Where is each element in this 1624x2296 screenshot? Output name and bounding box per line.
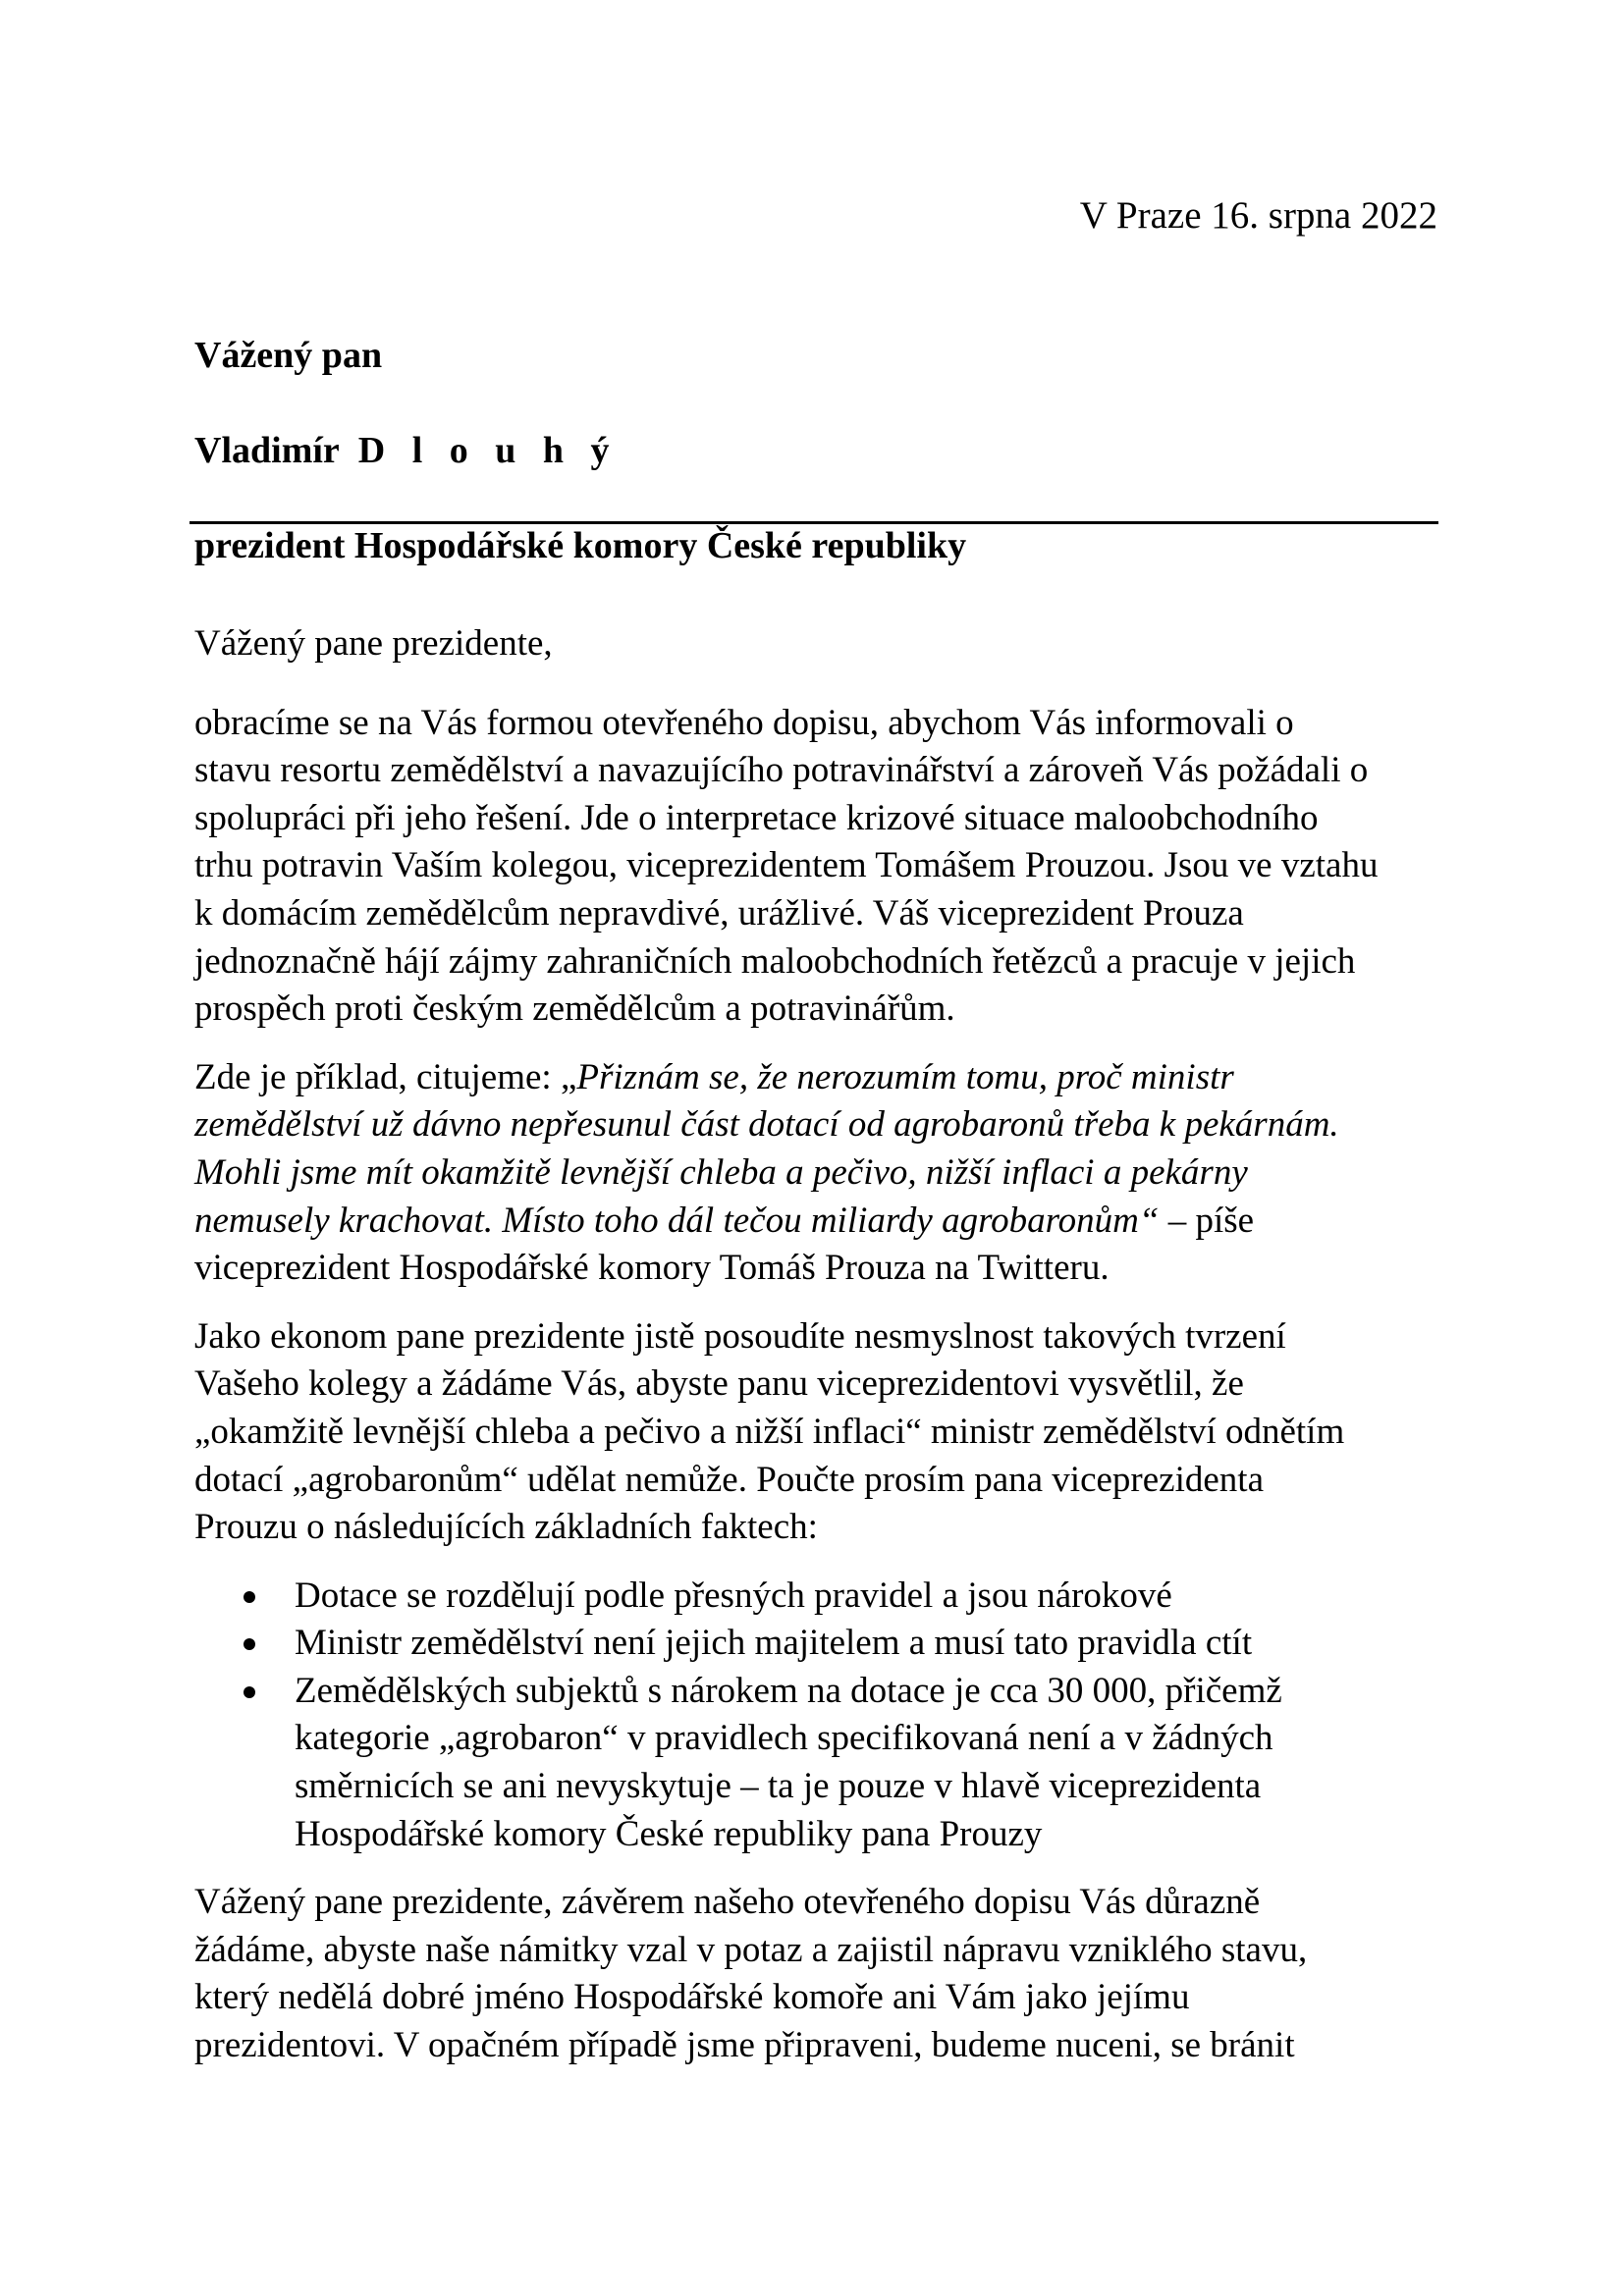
paragraph-line: viceprezident Hospodářské komory Tomáš Prouza na Twitteru. xyxy=(194,1248,1110,1289)
header-divider xyxy=(189,521,1438,524)
list-item-text: Hospodářské komory České republiky pana Prouzy xyxy=(295,1813,1043,1854)
addressee-first-name: Vladimír xyxy=(194,430,340,471)
paragraph-line: Prouzu o následujících základních faktech: xyxy=(194,1507,818,1548)
paragraph-line: Vážený pane prezidente, závěrem našeho otevřeného dopisu Vás důrazně xyxy=(194,1882,1261,1923)
list-item-text: směrnicích se ani nevyskytuje – ta je pouze v hlavě viceprezidenta xyxy=(295,1766,1262,1807)
list-item xyxy=(194,1620,1461,1668)
paragraph-line: spolupráci při jeho řešení. Jde o interpretace krizové situace maloobchodního xyxy=(194,797,1319,838)
bullet-icon xyxy=(244,1686,255,1698)
paragraph-2 xyxy=(194,1054,1461,1293)
paragraph-line: stavu resortu zemědělství a navazujícího potravinářství a zároveň Vás požádali o xyxy=(194,750,1369,791)
paragraph-line: prezidentovi. V opačném případě jsme připraveni, budeme nuceni, se bránit xyxy=(194,2025,1295,2066)
addressee-name xyxy=(194,427,966,474)
addressee-greeting: Vážený pan xyxy=(194,335,383,376)
paragraph-line: žádáme, abyste naše námitky vzal v potaz a zajistil nápravu vzniklého stavu, xyxy=(194,1929,1308,1970)
paragraph-line: Vašeho kolegy a žádáme Vás, abyste panu viceprezidentovi vysvětlil, že xyxy=(194,1363,1244,1405)
paragraph-line: jednoznačně hájí zájmy zahraničních maloobchodních řetězců a pracuje v jejich xyxy=(194,940,1356,982)
quote-intro: Zde je příklad, citujeme: „ xyxy=(194,1056,577,1097)
addressee-block xyxy=(194,332,966,569)
list-item-text: Dotace se rozdělují podle přesných pravidel a jsou nárokové xyxy=(295,1575,1172,1616)
bullet-icon xyxy=(244,1638,255,1650)
paragraph-line: trhu potravin Vaším kolegou, viceprezidentem Tomášem Prouzou. Jsou ve vztahu xyxy=(194,845,1379,886)
addressee-surname: D l o u h ý xyxy=(357,430,619,471)
paragraph-line: k domácím zemědělcům nepravdivé, urážlivé. Váš viceprezident Prouza xyxy=(194,892,1244,934)
quote-text: Přiznám se, že nerozumím tomu, proč ministr xyxy=(576,1056,1234,1097)
quote-text: Mohli jsme mít okamžitě levnější chleba a pečivo, nižší inflaci a pekárny xyxy=(194,1151,1248,1193)
quote-text: zemědělství už dávno nepřesunul část dotací od agrobaronů třeba k pekárnám. xyxy=(194,1104,1339,1146)
paragraph-line: dotací „agrobaronům“ udělat nemůže. Poučte prosím pana viceprezidenta xyxy=(194,1459,1264,1500)
paragraph-line: obracíme se na Vás formou otevřeného dopisu, abychom Vás informovali o xyxy=(194,702,1294,743)
paragraph-line: Jako ekonom pane prezidente jistě posoudíte nesmyslnost takových tvrzení xyxy=(194,1315,1286,1357)
paragraph-1 xyxy=(194,700,1461,1034)
paragraph-3 xyxy=(194,1313,1461,1552)
list-item xyxy=(194,1668,1461,1858)
paragraph-4 xyxy=(194,1879,1461,2069)
salutation: Vážený pane prezidente, xyxy=(194,623,553,664)
bullet-icon xyxy=(244,1591,255,1603)
letter-date: V Praze 16. srpna 2022 xyxy=(1079,194,1437,237)
list-item-text: Ministr zemědělství není jejich majitelem a musí tato pravidla ctít xyxy=(295,1623,1253,1664)
paragraph-line: „okamžitě levnější chleba a pečivo a nižší inflaci“ ministr zemědělství odnětím xyxy=(194,1411,1345,1452)
list-item-text: kategorie „agrobaron“ v pravidlech specifikovaná není a v žádných xyxy=(295,1718,1273,1759)
quote-attribution: – píše xyxy=(1159,1200,1255,1241)
paragraph-line xyxy=(194,1054,1461,1102)
letter-body xyxy=(194,620,1461,2091)
quote-text: nemusely krachovat. Místo toho dál tečou miliardy agrobaronům“ xyxy=(194,1200,1160,1241)
paragraph-line: který nedělá dobré jméno Hospodářské komoře ani Vám jako jejímu xyxy=(194,1977,1190,2018)
paragraph-line xyxy=(194,1198,1461,1246)
list-item xyxy=(194,1573,1461,1621)
addressee-title: prezident Hospodářské komory České republiky xyxy=(194,525,967,566)
list-item-text: Zemědělských subjektů s nárokem na dotace je cca 30 000, přičemž xyxy=(295,1670,1282,1711)
facts-list xyxy=(194,1573,1461,1859)
paragraph-line: prospěch proti českým zemědělcům a potravinářům. xyxy=(194,988,955,1030)
